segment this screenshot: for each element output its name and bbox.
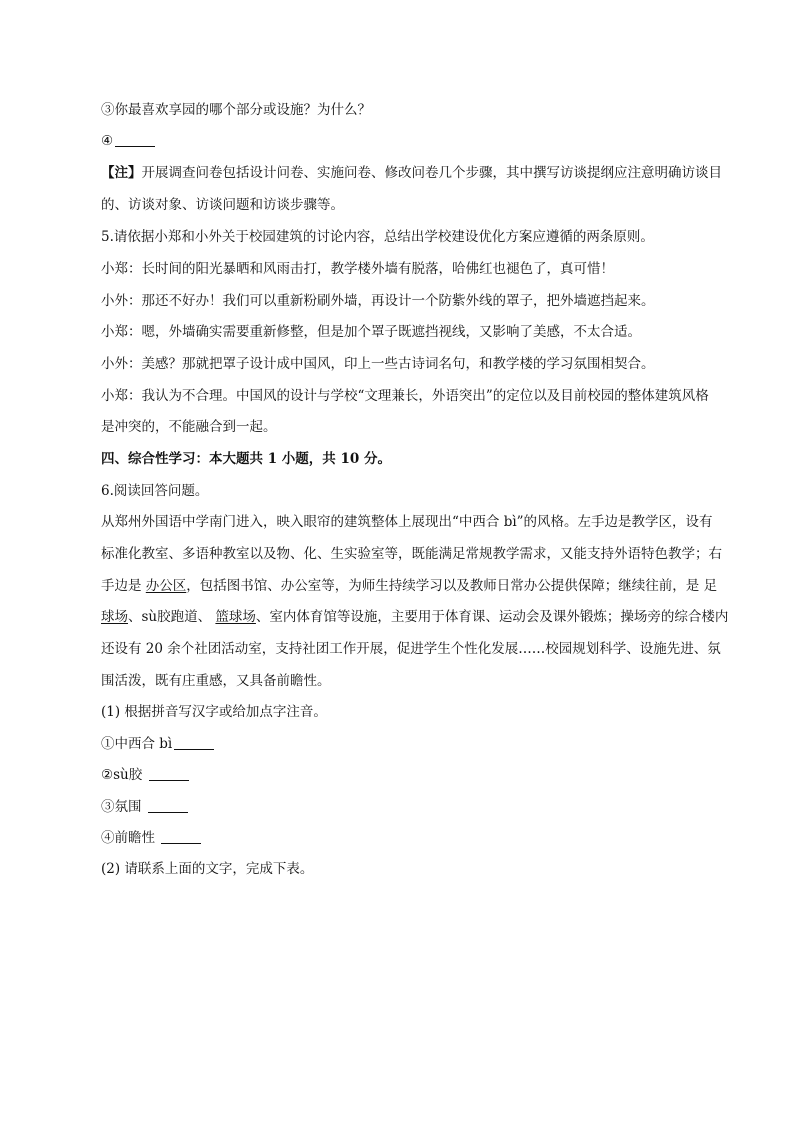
passage-text-5: 还设有 20 余个社团活动室，支持社团工作开展，促进学生个性化发展……校园规划科学、设施先进、氛 — [101, 641, 721, 657]
dialogue-5b-text: 是冲突的，不能融合到一起。 — [101, 419, 277, 435]
dialogue-1 — [101, 259, 731, 279]
question-4-text: ④ — [101, 133, 114, 149]
note-line-2 — [101, 195, 731, 215]
note-line-1 — [101, 163, 731, 183]
subquestion-2-text: (2) 请联系上面的文字，完成下表。 — [101, 861, 314, 877]
answer-blank[interactable] — [148, 798, 188, 813]
dialogue-2 — [101, 291, 731, 311]
subquestion-2 — [101, 859, 731, 879]
passage-line-6 — [101, 671, 731, 691]
section-4-text: 四、综合性学习：本大题共 1 小题，共 10 分。 — [101, 451, 391, 467]
dialogue-5b — [101, 417, 731, 437]
dialogue-3 — [101, 322, 731, 342]
passage-text-3b: ，包括图书馆、办公室等，为师生持续学习以及教师日常办公提供保障；继续往前，是 足 — [186, 578, 718, 594]
dialogue-3-text: 小郑：嗯，外墙确实需要重新修整，但是加个罩子既遮挡视线，又影响了美感，不太合适。 — [101, 324, 641, 340]
passage-line-1 — [101, 512, 731, 532]
item-5 — [101, 227, 731, 247]
blank-item-2-text: ②sù胶 — [101, 767, 143, 783]
blank-item-2 — [101, 765, 731, 785]
note-text-2: 的、访谈对象、访谈问题和访谈步骤等。 — [101, 197, 344, 213]
passage-text-4a: 、sù胶跑道、 — [128, 609, 216, 625]
blank-item-1-text: ①中西合 bì — [101, 736, 173, 752]
question-3 — [101, 100, 731, 120]
passage-line-5 — [101, 639, 731, 659]
question-4 — [101, 131, 731, 151]
blank-item-1 — [101, 734, 731, 754]
blank-item-3 — [101, 797, 731, 817]
dialogue-5a — [101, 386, 731, 406]
dialogue-5a-text: 小郑：我认为不合理。中国风的设计与学校“文理兼长，外语突出”的定位以及目前校园的整体建筑风格 — [101, 388, 709, 404]
subquestion-1-text: (1) 根据拼音写汉字或给加点字注音。 — [101, 704, 327, 720]
passage-text-3a: 手边是 — [101, 578, 146, 594]
blank-item-4 — [101, 828, 731, 848]
dialogue-4 — [101, 354, 731, 374]
blank-item-4-text: ④前瞻性 — [101, 830, 155, 846]
section-4-heading — [101, 449, 731, 469]
answer-blank[interactable] — [174, 735, 214, 750]
item-6-text: 6.阅读回答问题。 — [101, 483, 209, 499]
passage-text-4b: 、室内体育馆等设施，主要用于体育课、运动会及课外锻炼；操场旁的综合楼内 — [255, 609, 729, 625]
passage-line-3 — [101, 576, 731, 596]
dialogue-2-text: 小外：那还不好办！我们可以重新粉刷外墙，再设计一个防紫外线的罩子，把外墙遮挡起来。 — [101, 293, 655, 309]
item-5-text: 5.请依据小郑和小外关于校园建筑的讨论内容，总结出学校建设优化方案应遵循的两条原则。 — [101, 229, 654, 245]
passage-line-4 — [101, 607, 731, 627]
note-label: 【注】 — [101, 165, 142, 181]
answer-blank[interactable] — [115, 132, 155, 147]
answer-blank[interactable] — [149, 766, 189, 781]
passage-text-1: 从郑州外国语中学南门进入，映入眼帘的建筑整体上展现出“中西合 bì”的风格。左手边是教学区，设有 — [101, 514, 713, 530]
subquestion-1 — [101, 702, 731, 722]
blank-item-3-text: ③氛围 — [101, 799, 142, 815]
question-3-text: ③你最喜欢享园的哪个部分或设施？为什么？ — [101, 102, 371, 118]
answer-blank[interactable] — [161, 829, 201, 844]
passage-text-2: 标准化教室、多语种教室以及物、化、生实验室等，既能满足常规教学需求，又能支持外语特色教学；右 — [101, 546, 722, 562]
underlined-football-field: 球场 — [101, 609, 128, 625]
underlined-basketball-court: 篮球场 — [215, 609, 256, 625]
dialogue-1-text: 小郑：长时间的阳光暴晒和风雨击打，教学楼外墙有脱落，哈佛红也褪色了，真可惜！ — [101, 261, 614, 277]
note-text-1: 开展调查问卷包括设计问卷、实施问卷、修改问卷几个步骤，其中撰写访谈提纲应注意明确访谈目 — [141, 165, 722, 181]
underlined-office-area: 办公区 — [145, 578, 187, 594]
dialogue-4-text: 小外：美感？那就把罩子设计成中国风，印上一些古诗词名句，和教学楼的学习氛围相契合。 — [101, 356, 655, 372]
passage-text-6: 围活泼，既有庄重感，又具备前瞻性。 — [101, 673, 331, 689]
passage-line-2 — [101, 544, 731, 564]
item-6 — [101, 481, 731, 501]
